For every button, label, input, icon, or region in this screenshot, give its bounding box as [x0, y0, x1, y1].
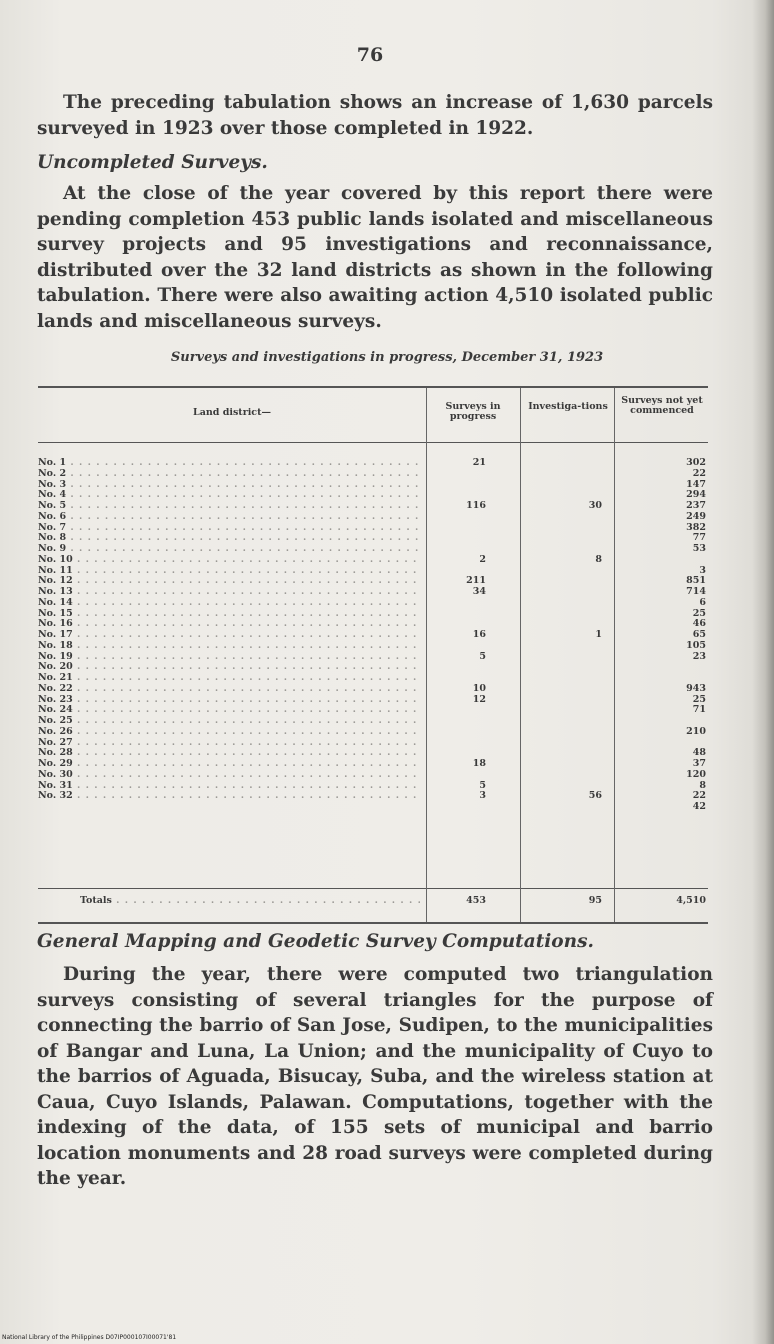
row-surveys-not-commenced: 65 [692, 629, 706, 640]
totals-in-progress: 453 [466, 895, 486, 906]
row-district: No. 5 . . . [38, 501, 422, 512]
header-surveys-not-commenced: Surveys not yet commenced [621, 395, 703, 416]
row-investigations: 56 [588, 790, 602, 802]
row-district: No. 30 . . . [38, 770, 422, 781]
row-district: No. 21 . . . [38, 673, 422, 684]
table-row [38, 609, 708, 620]
table-totals-rule [38, 888, 708, 889]
row-district: No. 18 . . . [38, 641, 422, 652]
table-row [38, 716, 708, 727]
table-row [38, 738, 708, 749]
table-row [38, 705, 708, 716]
row-district: No. 19 . . . [38, 652, 422, 663]
row-district: No. 11 . . . [38, 566, 422, 577]
table-row [38, 630, 708, 641]
row-district: No. 24 . . . [38, 705, 422, 716]
row-surveys-not-commenced: 237 [686, 500, 706, 511]
table-row [38, 458, 708, 469]
row-surveys-not-commenced: 71 [692, 704, 706, 716]
row-district: No. 2 . . . [38, 469, 422, 480]
table-totals-row [38, 894, 708, 908]
table-row [38, 587, 708, 598]
row-district: No. 32 . . . [38, 791, 422, 802]
row-surveys-not-commenced: 120 [686, 768, 706, 780]
table-row [38, 512, 708, 523]
header-land-district: Land district— [193, 407, 271, 418]
row-surveys-not-commenced: 25 [692, 607, 706, 619]
header-investigations: Investiga-tions [528, 401, 608, 412]
row-surveys-not-commenced: 105 [686, 639, 706, 651]
row-surveys-not-commenced: 53 [692, 543, 706, 554]
page-edge-shadow [752, 0, 774, 1344]
table-row [38, 598, 708, 609]
row-district: No. 9 . . . [38, 544, 422, 555]
table-row [38, 770, 708, 781]
table-row [38, 727, 708, 738]
row-district: No. 27 . . . [38, 738, 422, 749]
header-surveys-in-progress: Surveys in progress [445, 401, 501, 422]
row-district: No. 17 . . . [38, 630, 422, 641]
table-row [38, 791, 708, 802]
row-surveys-in-progress: 3 [479, 790, 486, 802]
row-surveys-in-progress: 2 [479, 553, 486, 565]
table-row [38, 641, 708, 652]
row-surveys-not-commenced: 37 [692, 758, 706, 769]
table-row [38, 566, 708, 577]
row-district: No. 28 . . . [38, 748, 422, 759]
row-surveys-in-progress: 211 [466, 575, 486, 587]
table-row [38, 748, 708, 759]
row-surveys-not-commenced: 46 [692, 618, 706, 630]
totals-label: Totals . . . [80, 894, 420, 908]
row-district: No. 6 . . . [38, 512, 422, 523]
row-surveys-not-commenced: 3 [699, 564, 706, 576]
row-surveys-not-commenced: 294 [686, 489, 706, 501]
uncompleted-surveys-paragraph: At the close of the year covered by this report there were pending completion 453 public lands isolated and miscellaneous survey projects and 95 investigations and reconnaissance, distributed over the 32 land districts as shown in the following tabulation. There were also awaiting action 4,510 isolated public lands and miscellaneous surveys. [37, 183, 713, 332]
row-district: No. 31 . . . [38, 781, 422, 792]
row-district: No. 25 . . . [38, 716, 422, 727]
table-bottom-rule [38, 922, 708, 924]
row-district: No. 13 . . . [38, 587, 422, 598]
library-stamp: National Library of the Philippines D07IP000107I00071'81 [2, 1334, 177, 1341]
row-district: No. 16 . . . [38, 619, 422, 630]
row-surveys-not-commenced: 382 [686, 521, 706, 533]
row-surveys-in-progress: 21 [472, 457, 486, 468]
row-surveys-in-progress: 18 [472, 758, 486, 769]
page-number: 76 [356, 44, 384, 66]
row-investigations: 8 [595, 553, 602, 565]
row-surveys-not-commenced: 22 [692, 467, 706, 479]
table-row [38, 781, 708, 792]
table-row [38, 576, 708, 587]
row-investigations: 1 [595, 629, 602, 640]
row-surveys-not-commenced: 147 [686, 478, 706, 490]
row-district: No. 10 . . . [38, 555, 422, 566]
table-row [38, 619, 708, 630]
row-surveys-not-commenced: 943 [686, 682, 706, 694]
row-district: No. 12 . . . [38, 576, 422, 587]
table-row [38, 662, 708, 673]
table-row [38, 802, 708, 813]
row-surveys-not-commenced: 6 [699, 596, 706, 608]
totals-investigations: 95 [588, 895, 602, 906]
row-surveys-not-commenced: 42 [692, 801, 706, 812]
row-surveys-in-progress: 12 [472, 693, 486, 705]
row-district: No. 14 . . . [38, 598, 422, 609]
row-surveys-in-progress: 5 [479, 779, 486, 791]
row-surveys-not-commenced: 302 [686, 457, 706, 468]
surveys-table [38, 386, 708, 924]
table-row [38, 555, 708, 566]
row-surveys-not-commenced: 22 [692, 790, 706, 802]
row-district: No. 23 . . . [38, 695, 422, 706]
table-row [38, 501, 708, 512]
uncompleted-surveys-heading: Uncompleted Surveys. [37, 152, 268, 173]
table-row [38, 684, 708, 695]
row-surveys-not-commenced: 210 [686, 725, 706, 737]
table-row [38, 652, 708, 663]
row-surveys-not-commenced: 23 [692, 650, 706, 662]
row-surveys-not-commenced: 249 [686, 510, 706, 522]
intro-paragraph: The preceding tabulation shows an increase of 1,630 parcels surveyed in 1923 over those completed in 1922. [37, 92, 713, 139]
table-row [38, 480, 708, 491]
mapping-paragraph: During the year, there were computed two triangulation surveys consisting of several triangles for the purpose of connecting the barrio of San Jose, Sudipen, to the municipalities of Bangar and Luna, La Union; and the municipality of Cuyo to the barrios of Aguada, Bisucay, Suba, and the wireless station at Caua, Cuyo Islands, Palawan. Computations, together with the indexing of the data, of 155 sets of municipal and barrio location monuments and 28 road surveys were completed during the year. [37, 964, 713, 1189]
row-district: No. 29 . . . [38, 759, 422, 770]
row-surveys-not-commenced: 8 [699, 779, 706, 791]
table-row [38, 523, 708, 534]
row-surveys-in-progress: 10 [472, 682, 486, 694]
table-row [38, 490, 708, 501]
row-district: No. 8 . . . [38, 533, 422, 544]
table-row [38, 759, 708, 770]
row-surveys-in-progress: 34 [472, 586, 486, 597]
row-district: No. 15 . . . [38, 609, 422, 620]
row-surveys-in-progress: 16 [472, 629, 486, 640]
row-surveys-not-commenced: 77 [692, 532, 706, 544]
table-caption: Surveys and investigations in progress, December 31, 1923 [170, 350, 604, 365]
table-row [38, 469, 708, 480]
row-district: No. 1 . . . [38, 458, 422, 469]
table-row [38, 533, 708, 544]
row-surveys-not-commenced: 25 [692, 693, 706, 705]
table-header-rule [38, 442, 708, 443]
row-district: No. 4 . . . [38, 490, 422, 501]
mapping-heading: General Mapping and Geodetic Survey Computations. [37, 931, 594, 952]
row-district: No. 26 . . . [38, 727, 422, 738]
totals-not-commenced: 4,510 [676, 895, 706, 906]
table-row [38, 695, 708, 706]
row-investigations: 30 [588, 500, 602, 511]
table-row [38, 544, 708, 555]
row-surveys-not-commenced: 714 [686, 586, 706, 597]
row-district: No. 20 . . . [38, 662, 422, 673]
row-district: No. 22 . . . [38, 684, 422, 695]
table-row [38, 673, 708, 684]
row-surveys-in-progress: 5 [479, 650, 486, 662]
row-district: No. 3 . . . [38, 480, 422, 491]
row-surveys-not-commenced: 851 [686, 575, 706, 587]
row-district: No. 7 . . . [38, 523, 422, 534]
table-top-rule [38, 386, 708, 388]
row-surveys-in-progress: 116 [466, 500, 486, 511]
row-surveys-not-commenced: 48 [692, 747, 706, 759]
